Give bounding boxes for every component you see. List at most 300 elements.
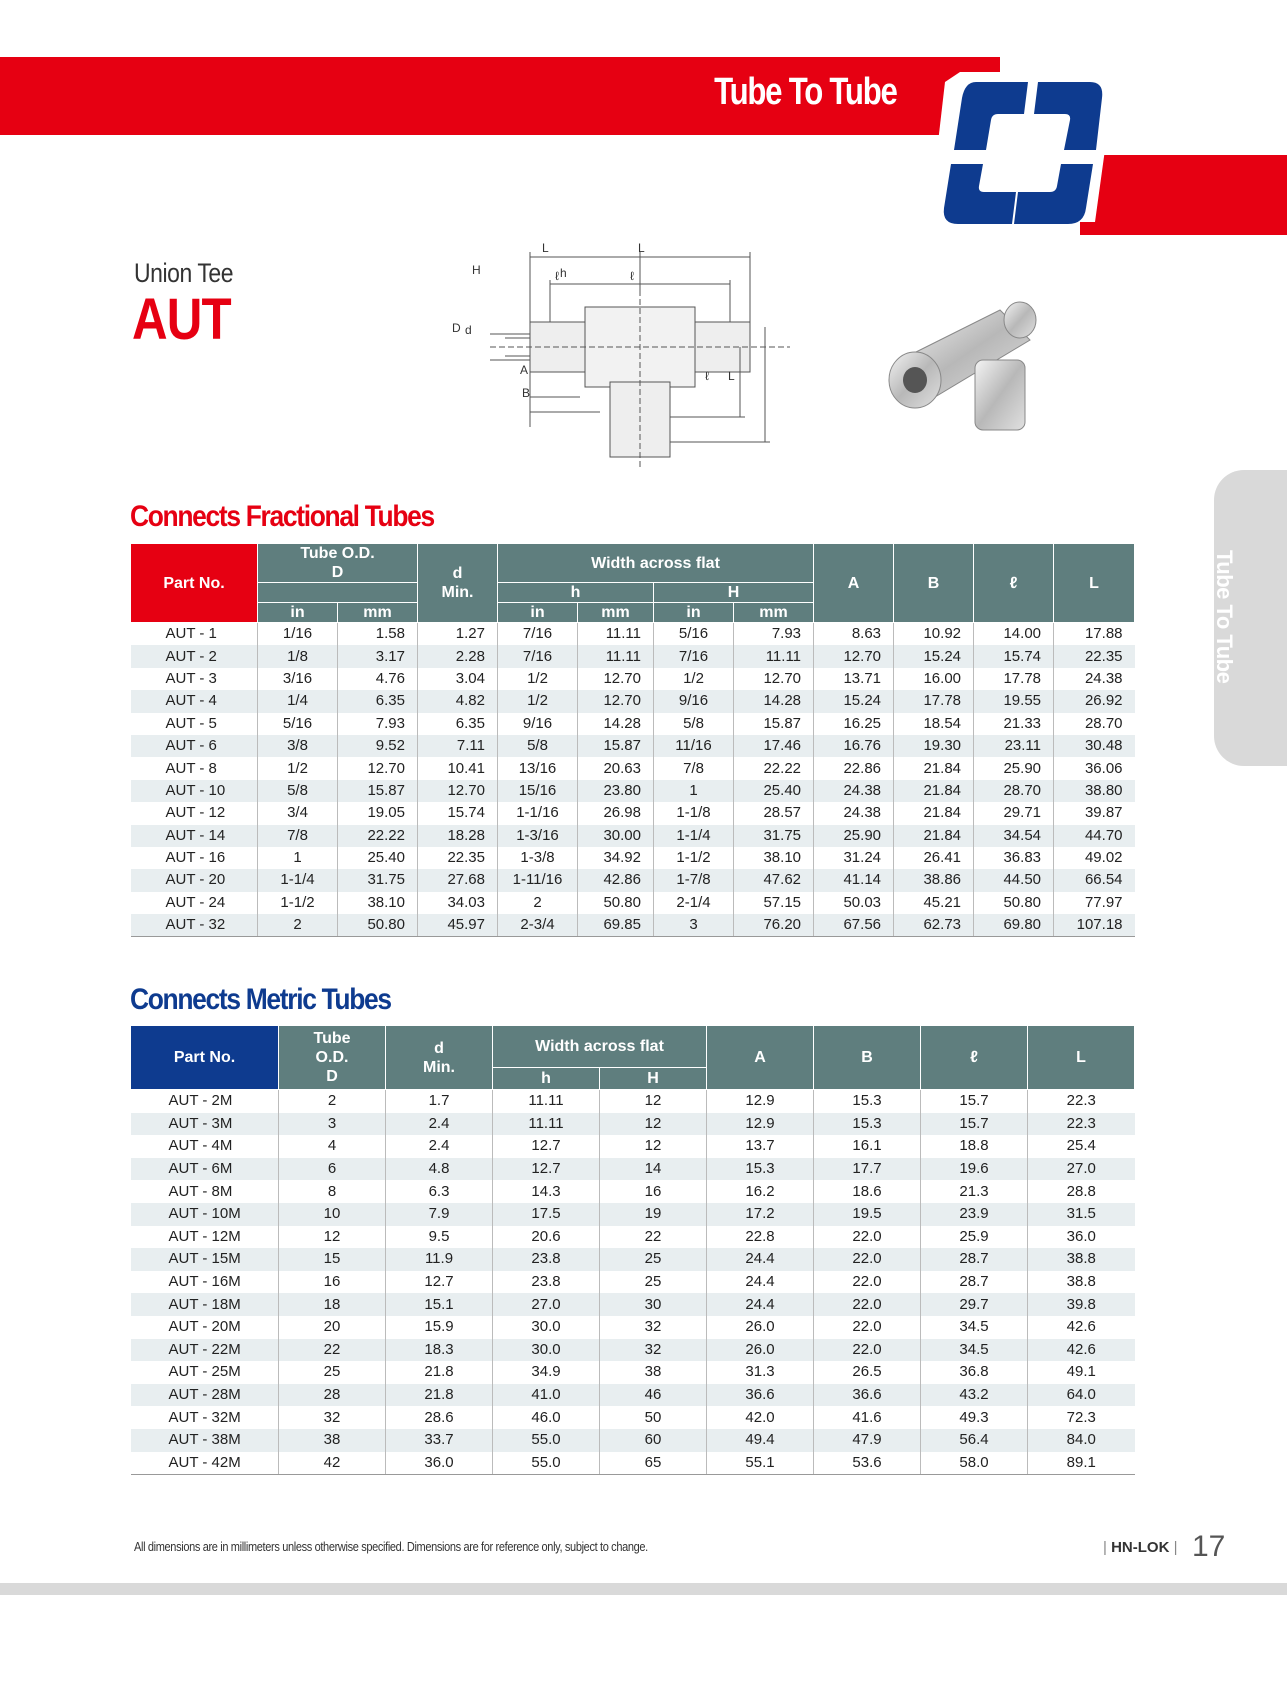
table-row: [131, 1113, 1135, 1136]
table-cell: 2-1/4: [654, 892, 734, 914]
table-cell: 55.0: [493, 1429, 600, 1452]
table-cell: AUT - 12M: [168, 1227, 241, 1245]
table-cell: 4.76: [338, 668, 418, 690]
table-cell: 17.46: [734, 735, 814, 757]
table-cell: 69.80: [974, 914, 1054, 937]
table-row: [131, 1293, 1135, 1316]
table-cell: 42.86: [578, 869, 654, 891]
table-cell: 15.87: [578, 735, 654, 757]
table-cell: 22.35: [418, 847, 498, 869]
table-cell: 42.0: [707, 1406, 814, 1429]
product-subtitle: Union Tee: [134, 258, 234, 288]
table-cell: 50.03: [814, 892, 894, 914]
table-row: [131, 1339, 1135, 1362]
table-cell: 1/8: [258, 645, 338, 667]
table-cell: 10: [279, 1203, 386, 1226]
col-d-min: d Min.: [418, 544, 498, 623]
table-cell: 1-3/8: [498, 847, 578, 869]
table-cell: AUT - 25M: [168, 1363, 241, 1381]
table-cell: 26.0: [707, 1316, 814, 1339]
table-cell: 22.0: [814, 1248, 921, 1271]
table-cell: 15.9: [386, 1316, 493, 1339]
table-cell: 16: [279, 1271, 386, 1294]
table-cell: 17.78: [894, 690, 974, 712]
table-cell: AUT - 10: [131, 780, 258, 802]
table-cell: 28.8: [1028, 1180, 1135, 1203]
table-cell: 9.52: [338, 735, 418, 757]
product-photo: [880, 290, 1050, 460]
table-cell: 36.6: [707, 1384, 814, 1407]
table-cell: 45.21: [894, 892, 974, 914]
table-cell: 11.9: [386, 1248, 493, 1271]
table-cell: 1-7/8: [654, 869, 734, 891]
dim-l-vertical: ℓ: [705, 369, 709, 383]
table-cell: 12.7: [493, 1158, 600, 1181]
dim-D: D: [452, 321, 461, 335]
col-H-mm: mm: [734, 603, 814, 623]
table-cell: 38.86: [894, 869, 974, 891]
section-title-metric: Connects Metric Tubes: [130, 983, 391, 1016]
table-cell: 11.11: [493, 1113, 600, 1136]
col-part-no: Part No.: [131, 1026, 279, 1090]
table-cell: 8.63: [814, 623, 894, 646]
table-cell: 30.0: [493, 1339, 600, 1362]
table-cell: 1-11/16: [498, 869, 578, 891]
table-cell: 1/4: [258, 690, 338, 712]
table-cell: 23.8: [493, 1248, 600, 1271]
table-cell: 17.5: [493, 1203, 600, 1226]
table-cell: 14.28: [734, 690, 814, 712]
header-title: Tube To Tube: [714, 71, 897, 113]
table-cell: 18.6: [814, 1180, 921, 1203]
col-width-across-flat: Width across flat: [493, 1026, 707, 1068]
col-H: H: [654, 583, 814, 603]
table-cell: 21.33: [974, 713, 1054, 735]
table-cell: 21.8: [386, 1384, 493, 1407]
dim-l-right: ℓ: [630, 269, 634, 283]
table-cell: 15.3: [814, 1090, 921, 1113]
col-width-across-flat: Width across flat: [498, 544, 814, 583]
table-cell: 1: [654, 780, 734, 802]
table-cell: AUT - 16M: [168, 1273, 241, 1291]
table-cell: 45.97: [418, 914, 498, 937]
footer-bar: [0, 1583, 1287, 1595]
table-cell: 2.4: [386, 1113, 493, 1136]
table-cell: AUT - 8M: [168, 1182, 233, 1200]
table-cell: 1-1/16: [498, 802, 578, 824]
table-cell: 6.35: [418, 713, 498, 735]
table-cell: AUT - 1: [165, 625, 217, 643]
table-cell: 2: [258, 914, 338, 937]
table-cell: AUT - 18M: [131, 1293, 279, 1316]
table-cell: 27.0: [1028, 1158, 1135, 1181]
table-cell: 34.5: [921, 1316, 1028, 1339]
table-cell: 21.84: [894, 780, 974, 802]
table-cell: 65: [600, 1452, 707, 1475]
table-cell: 7.11: [418, 735, 498, 757]
table-cell: 14: [600, 1158, 707, 1181]
table-cell: 49.3: [921, 1406, 1028, 1429]
table-cell: 12.7: [386, 1271, 493, 1294]
table-cell: 39.87: [1054, 802, 1135, 824]
table-cell: 33.7: [386, 1429, 493, 1452]
table-cell: 38.8: [1028, 1248, 1135, 1271]
brand-label: | HN-LOK |: [1103, 1539, 1178, 1556]
dim-H: H: [472, 263, 481, 277]
table-cell: 12.9: [707, 1090, 814, 1113]
table-cell: AUT - 6M: [131, 1158, 279, 1181]
table-cell: 76.20: [734, 914, 814, 937]
table-cell: 19.05: [338, 802, 418, 824]
table-cell: 23.11: [974, 735, 1054, 757]
table-cell: 12.70: [578, 668, 654, 690]
table-cell: 22.3: [1028, 1090, 1135, 1113]
table-cell: AUT - 15M: [131, 1248, 279, 1271]
dim-l-left: ℓ: [555, 269, 559, 283]
table-cell: 29.7: [921, 1293, 1028, 1316]
table-cell: 31.24: [814, 847, 894, 869]
table-row: [131, 1452, 1135, 1475]
table-cell: 4: [279, 1135, 386, 1158]
table-cell: 24.4: [707, 1248, 814, 1271]
table-cell: 57.15: [734, 892, 814, 914]
table-cell: 19.6: [921, 1158, 1028, 1181]
table-cell: AUT - 3: [165, 669, 217, 687]
table-cell: 38.8: [1028, 1271, 1135, 1294]
table-cell: 7.93: [734, 623, 814, 646]
table-cell: 20.6: [493, 1226, 600, 1249]
table-cell: 28: [279, 1384, 386, 1407]
table-cell: 29.71: [974, 802, 1054, 824]
table-cell: 16.2: [707, 1180, 814, 1203]
table-cell: 12.9: [707, 1113, 814, 1136]
table-cell: 72.3: [1028, 1406, 1135, 1429]
table-row: [131, 1248, 1135, 1271]
table-cell: 21.8: [386, 1361, 493, 1384]
table-cell: 26.0: [707, 1339, 814, 1362]
table-cell: 89.1: [1028, 1452, 1135, 1475]
table-cell: 30.48: [1054, 735, 1135, 757]
table-cell: 11.11: [734, 645, 814, 667]
table-cell: 27.0: [493, 1293, 600, 1316]
table-cell: 28.6: [386, 1406, 493, 1429]
table-row: [131, 623, 1135, 646]
table-cell: 15.87: [734, 713, 814, 735]
table-cell: AUT - 8: [165, 759, 217, 777]
table-cell: AUT - 5: [165, 714, 217, 732]
dim-A: A: [520, 363, 529, 377]
table-cell: 50.80: [974, 892, 1054, 914]
table-cell: 19.55: [974, 690, 1054, 712]
table-row: [131, 914, 1135, 937]
col-part-no: Part No.: [131, 544, 258, 623]
table-row: [131, 1090, 1135, 1113]
table-cell: 32: [279, 1406, 386, 1429]
table-cell: 2: [279, 1090, 386, 1113]
table-cell: 27.68: [418, 869, 498, 891]
col-tube-mm: mm: [338, 603, 418, 623]
table-row: [131, 713, 1135, 735]
table-cell: 26.92: [1054, 690, 1135, 712]
col-h-mm: mm: [578, 603, 654, 623]
table-cell: 3.17: [338, 645, 418, 667]
table-cell: 22.86: [814, 757, 894, 779]
col-A: A: [814, 544, 894, 623]
fractional-table: [130, 543, 1135, 937]
table-cell: 9.5: [386, 1226, 493, 1249]
table-cell: 12.70: [338, 757, 418, 779]
table-cell: 28.70: [974, 780, 1054, 802]
table-cell: 14.28: [578, 713, 654, 735]
table-row: [131, 847, 1135, 869]
table-cell: 41.14: [814, 869, 894, 891]
table-cell: 55.0: [493, 1452, 600, 1475]
table-cell: 38.80: [1054, 780, 1135, 802]
table-cell: 38: [279, 1429, 386, 1452]
table-cell: AUT - 4M: [168, 1137, 233, 1155]
table-cell: 32: [600, 1316, 707, 1339]
table-row: [131, 1429, 1135, 1452]
table-cell: 18.28: [418, 825, 498, 847]
table-cell: 53.6: [814, 1452, 921, 1475]
table-cell: 12: [279, 1226, 386, 1249]
table-cell: 25.90: [814, 825, 894, 847]
table-cell: 22.22: [338, 825, 418, 847]
col-tube-od: Tube O.D. D: [258, 544, 418, 583]
table-cell: 21.84: [894, 757, 974, 779]
table-row: [131, 1135, 1135, 1158]
table-cell: AUT - 16: [165, 849, 226, 867]
table-cell: 25.40: [338, 847, 418, 869]
table-cell: 4.82: [418, 690, 498, 712]
col-h: h: [498, 583, 654, 603]
table-cell: 46.0: [493, 1406, 600, 1429]
metric-table: [130, 1025, 1135, 1475]
table-cell: 36.6: [814, 1384, 921, 1407]
table-cell: AUT - 6: [131, 735, 258, 757]
table-cell: 6.35: [338, 690, 418, 712]
col-h-in: in: [498, 603, 578, 623]
table-cell: 38.10: [734, 847, 814, 869]
table-cell: 24.38: [814, 780, 894, 802]
table-cell: 32: [600, 1339, 707, 1362]
table-cell: 5/8: [654, 713, 734, 735]
table-cell: 6: [279, 1158, 386, 1181]
table-cell: 7.9: [386, 1203, 493, 1226]
table-cell: 23.9: [921, 1203, 1028, 1226]
table-cell: 5/16: [258, 713, 338, 735]
table-cell: 26.98: [578, 802, 654, 824]
table-row: [131, 1180, 1135, 1203]
table-cell: 36.83: [974, 847, 1054, 869]
table-cell: 50: [600, 1406, 707, 1429]
table-cell: 46: [600, 1384, 707, 1407]
dim-B: B: [522, 386, 531, 400]
col-l: ℓ: [921, 1026, 1028, 1090]
table-cell: 15.24: [814, 690, 894, 712]
table-cell: 16.1: [814, 1135, 921, 1158]
table-cell: 1-1/2: [654, 847, 734, 869]
table-row: [131, 1226, 1135, 1249]
table-cell: 22.22: [734, 757, 814, 779]
table-cell: 49.4: [707, 1429, 814, 1452]
table-cell: AUT - 20: [131, 869, 258, 891]
table-cell: 5/16: [654, 623, 734, 646]
table-cell: 25: [600, 1248, 707, 1271]
table-row: [131, 735, 1135, 757]
table-cell: 34.5: [921, 1339, 1028, 1362]
table-cell: 18.54: [894, 713, 974, 735]
col-L: L: [1028, 1026, 1135, 1090]
table-cell: 31.75: [734, 825, 814, 847]
table-cell: 64.0: [1028, 1384, 1135, 1407]
table-cell: 30.00: [578, 825, 654, 847]
table-cell: 36.06: [1054, 757, 1135, 779]
table-cell: 21.84: [894, 825, 974, 847]
table-cell: 1: [258, 847, 338, 869]
table-cell: 15.74: [974, 645, 1054, 667]
table-row: [131, 825, 1135, 847]
table-row: [131, 802, 1135, 824]
table-cell: 13/16: [498, 757, 578, 779]
table-cell: 23.8: [493, 1271, 600, 1294]
table-cell: AUT - 4: [131, 690, 258, 712]
table-row: [131, 1271, 1135, 1294]
footnote: All dimensions are in millimeters unless otherwise specified. Dimensions are for reference only, subject to change.: [134, 1540, 648, 1554]
col-h: h: [493, 1068, 600, 1090]
table-cell: AUT - 10M: [131, 1203, 279, 1226]
table-cell: 34.9: [493, 1361, 600, 1384]
page-number: 17: [1192, 1530, 1226, 1563]
side-tab-label: Tube To Tube: [1212, 550, 1237, 684]
table-cell: 4.8: [386, 1158, 493, 1181]
table-cell: AUT - 14: [131, 825, 258, 847]
table-cell: 1.58: [338, 623, 418, 646]
dim-d: d: [465, 323, 472, 337]
table-cell: 1.27: [418, 623, 498, 646]
col-l: ℓ: [974, 544, 1054, 623]
table-cell: 7.93: [338, 713, 418, 735]
col-B: B: [814, 1026, 921, 1090]
dim-h: h: [560, 266, 567, 280]
dim-L-left: L: [542, 241, 549, 255]
table-cell: 12: [600, 1135, 707, 1158]
table-cell: 66.54: [1054, 869, 1135, 891]
table-cell: 30.0: [493, 1316, 600, 1339]
table-cell: 15.7: [921, 1113, 1028, 1136]
table-cell: 39.8: [1028, 1293, 1135, 1316]
table-cell: 22.0: [814, 1316, 921, 1339]
table-cell: 38: [600, 1361, 707, 1384]
table-cell: 22.8: [707, 1226, 814, 1249]
table-cell: 12: [600, 1113, 707, 1136]
table-cell: 18: [279, 1293, 386, 1316]
table-cell: AUT - 32M: [168, 1408, 241, 1426]
table-cell: 28.57: [734, 802, 814, 824]
table-cell: 11/16: [654, 735, 734, 757]
table-cell: 28.7: [921, 1271, 1028, 1294]
table-cell: 16.00: [894, 668, 974, 690]
brand-logo-icon: [920, 52, 1120, 242]
table-cell: 3.04: [418, 668, 498, 690]
col-L: L: [1054, 544, 1135, 623]
table-cell: 24.38: [1054, 668, 1135, 690]
table-cell: 2: [498, 892, 578, 914]
table-row: [131, 1384, 1135, 1407]
table-cell: 24.4: [707, 1293, 814, 1316]
table-cell: 41.6: [814, 1406, 921, 1429]
table-cell: 26.5: [814, 1361, 921, 1384]
table-cell: 36.0: [386, 1452, 493, 1475]
col-tube-in: in: [258, 603, 338, 623]
table-row: [131, 892, 1135, 914]
table-cell: 16: [600, 1180, 707, 1203]
table-cell: AUT - 12: [165, 804, 226, 822]
table-cell: 22.0: [814, 1226, 921, 1249]
table-cell: 15.3: [814, 1113, 921, 1136]
table-cell: 15: [279, 1248, 386, 1271]
table-cell: 1/2: [498, 668, 578, 690]
table-cell: 1-1/4: [654, 825, 734, 847]
table-cell: 42.6: [1028, 1316, 1135, 1339]
table-cell: 20.63: [578, 757, 654, 779]
table-cell: 1/2: [258, 757, 338, 779]
table-cell: 31.3: [707, 1361, 814, 1384]
table-cell: 24.4: [707, 1271, 814, 1294]
table-cell: AUT - 22M: [131, 1339, 279, 1362]
table-cell: 24.38: [814, 802, 894, 824]
table-cell: 12.70: [578, 690, 654, 712]
table-cell: 1-3/16: [498, 825, 578, 847]
table-row: [131, 1158, 1135, 1181]
table-cell: 36.8: [921, 1361, 1028, 1384]
table-cell: 49.02: [1054, 847, 1135, 869]
table-cell: 22: [600, 1226, 707, 1249]
table-cell: 15.3: [707, 1158, 814, 1181]
table-cell: 1.7: [386, 1090, 493, 1113]
table-cell: 14.00: [974, 623, 1054, 646]
table-cell: 47.9: [814, 1429, 921, 1452]
table-cell: 14.3: [493, 1180, 600, 1203]
table-cell: 69.85: [578, 914, 654, 937]
table-cell: 22: [279, 1339, 386, 1362]
table-cell: 67.56: [814, 914, 894, 937]
table-cell: 10.41: [418, 757, 498, 779]
table-cell: 15/16: [498, 780, 578, 802]
table-cell: 18.8: [921, 1135, 1028, 1158]
col-tube-od: Tube O.D. D: [279, 1026, 386, 1090]
dim-L-right: L: [638, 241, 645, 255]
table-cell: 44.70: [1054, 825, 1135, 847]
table-cell: 25: [600, 1271, 707, 1294]
technical-drawing: [452, 241, 810, 472]
table-cell: 17.78: [974, 668, 1054, 690]
table-cell: 11.11: [493, 1090, 600, 1113]
table-cell: 21.3: [921, 1180, 1028, 1203]
table-row: [131, 780, 1135, 802]
table-cell: 3: [654, 914, 734, 937]
table-cell: 25.4: [1028, 1135, 1135, 1158]
table-cell: 9/16: [654, 690, 734, 712]
table-row: [131, 1406, 1135, 1429]
table-cell: AUT - 42M: [131, 1452, 279, 1475]
col-d-min: d Min.: [386, 1026, 493, 1090]
table-cell: 56.4: [921, 1429, 1028, 1452]
table-row: [131, 1316, 1135, 1339]
table-cell: 3: [279, 1113, 386, 1136]
table-cell: 17.2: [707, 1203, 814, 1226]
table-cell: 15.7: [921, 1090, 1028, 1113]
